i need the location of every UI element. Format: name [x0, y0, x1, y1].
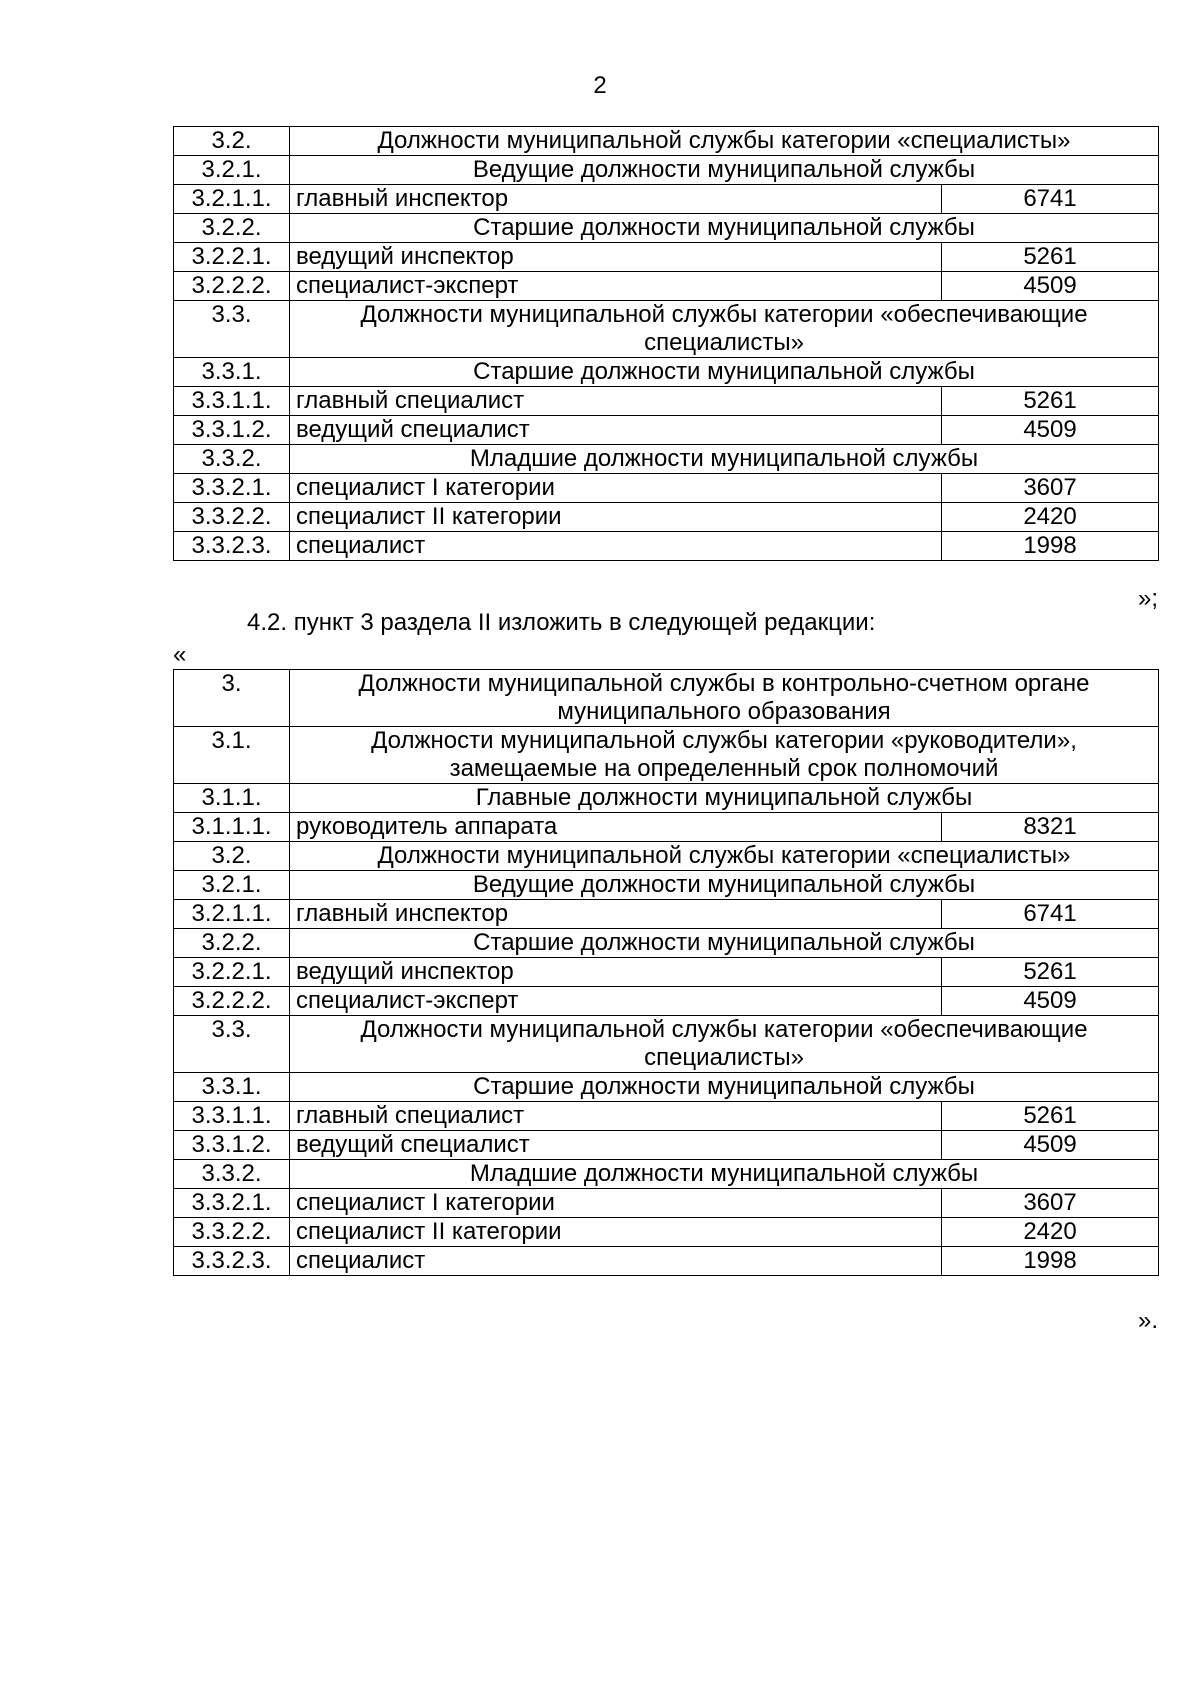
position-name: специалист-эксперт	[290, 987, 942, 1016]
row-number: 3.2.2.	[174, 929, 290, 958]
category-row	[174, 929, 1159, 958]
position-row	[174, 900, 1159, 929]
row-number: 3.2.1.1.	[174, 185, 290, 214]
category-row	[174, 871, 1159, 900]
row-number: 3.2.	[174, 842, 290, 871]
category-title: Старшие должности муниципальной службы	[290, 214, 1159, 243]
category-row	[174, 670, 1159, 727]
category-row	[174, 727, 1159, 784]
salary-value: 5261	[942, 243, 1159, 272]
position-name: ведущий специалист	[290, 416, 942, 445]
row-number: 3.2.2.2.	[174, 272, 290, 301]
category-title: Старшие должности муниципальной службы	[290, 1073, 1159, 1102]
salary-value: 4509	[942, 416, 1159, 445]
category-row	[174, 358, 1159, 387]
category-title: Должности муниципальной службы категории «руководители», замещаемые на определенный срок полномочий	[290, 727, 1159, 784]
position-row	[174, 813, 1159, 842]
row-number: 3.3.2.2.	[174, 503, 290, 532]
row-number: 3.3.2.3.	[174, 532, 290, 561]
position-row	[174, 1189, 1159, 1218]
category-row	[174, 214, 1159, 243]
category-title: Старшие должности муниципальной службы	[290, 929, 1159, 958]
position-row	[174, 987, 1159, 1016]
category-row	[174, 127, 1159, 156]
salary-value: 8321	[942, 813, 1159, 842]
row-number: 3.2.2.1.	[174, 243, 290, 272]
salary-value: 4509	[942, 1131, 1159, 1160]
category-title: Ведущие должности муниципальной службы	[290, 156, 1159, 185]
position-row	[174, 1218, 1159, 1247]
position-name: специалист II категории	[290, 1218, 942, 1247]
position-row	[174, 416, 1159, 445]
row-number: 3.3.1.1.	[174, 387, 290, 416]
category-title: Должности муниципальной службы категории «специалисты»	[290, 842, 1159, 871]
salary-value: 3607	[942, 474, 1159, 503]
row-number: 3.3.2.	[174, 445, 290, 474]
row-number: 3.3.1.	[174, 358, 290, 387]
position-name: главный специалист	[290, 387, 942, 416]
position-row	[174, 1131, 1159, 1160]
row-number: 3.3.2.1.	[174, 1189, 290, 1218]
row-number: 3.3.	[174, 301, 290, 358]
page-number: 2	[593, 72, 607, 99]
position-name: специалист	[290, 532, 942, 561]
position-row	[174, 387, 1159, 416]
salary-value: 2420	[942, 1218, 1159, 1247]
category-row	[174, 1073, 1159, 1102]
category-row	[174, 1016, 1159, 1073]
position-row	[174, 532, 1159, 561]
category-title: Главные должности муниципальной службы	[290, 784, 1159, 813]
position-name: специалист I категории	[290, 1189, 942, 1218]
row-number: 3.3.1.2.	[174, 1131, 290, 1160]
positions-table-new	[173, 669, 1159, 1276]
position-row	[174, 474, 1159, 503]
row-number: 3.3.2.2.	[174, 1218, 290, 1247]
salary-value: 5261	[942, 958, 1159, 987]
position-name: ведущий инспектор	[290, 243, 942, 272]
position-name: специалист-эксперт	[290, 272, 942, 301]
category-title: Должности муниципальной службы категории «обеспечивающие специалисты»	[290, 1016, 1159, 1073]
position-name: главный специалист	[290, 1102, 942, 1131]
position-name: руководитель аппарата	[290, 813, 942, 842]
position-row	[174, 958, 1159, 987]
salary-value: 1998	[942, 1247, 1159, 1276]
position-row	[174, 1247, 1159, 1276]
category-row	[174, 445, 1159, 474]
category-title: Младшие должности муниципальной службы	[290, 445, 1159, 474]
position-row	[174, 185, 1159, 214]
position-name: главный инспектор	[290, 185, 942, 214]
position-name: специалист	[290, 1247, 942, 1276]
category-title: Старшие должности муниципальной службы	[290, 358, 1159, 387]
position-row	[174, 1102, 1159, 1131]
row-number: 3.2.2.1.	[174, 958, 290, 987]
row-number: 3.2.1.	[174, 156, 290, 185]
amendment-instruction: 4.2. пункт 3 раздела II изложить в следующей редакции:	[247, 609, 876, 636]
row-number: 3.	[174, 670, 290, 727]
category-title: Ведущие должности муниципальной службы	[290, 871, 1159, 900]
category-row	[174, 301, 1159, 358]
salary-value: 2420	[942, 503, 1159, 532]
position-name: ведущий инспектор	[290, 958, 942, 987]
row-number: 3.2.	[174, 127, 290, 156]
position-row	[174, 243, 1159, 272]
category-title: Должности муниципальной службы в контрольно-счетном органе муниципального образования	[290, 670, 1159, 727]
salary-value: 4509	[942, 272, 1159, 301]
category-title: Младшие должности муниципальной службы	[290, 1160, 1159, 1189]
salary-value: 6741	[942, 900, 1159, 929]
row-number: 3.2.1.1.	[174, 900, 290, 929]
position-name: специалист I категории	[290, 474, 942, 503]
category-row	[174, 156, 1159, 185]
row-number: 3.2.2.2.	[174, 987, 290, 1016]
row-number: 3.3.1.1.	[174, 1102, 290, 1131]
row-number: 3.2.1.	[174, 871, 290, 900]
row-number: 3.2.2.	[174, 214, 290, 243]
position-name: специалист II категории	[290, 503, 942, 532]
category-row	[174, 784, 1159, 813]
position-name: главный инспектор	[290, 900, 942, 929]
closing-quote-mark: »;	[1137, 585, 1158, 612]
salary-value: 4509	[942, 987, 1159, 1016]
category-title: Должности муниципальной службы категории «специалисты»	[290, 127, 1159, 156]
row-number: 3.3.2.	[174, 1160, 290, 1189]
row-number: 3.3.	[174, 1016, 290, 1073]
row-number: 3.1.1.1.	[174, 813, 290, 842]
closing-quote-mark-final: ».	[1137, 1307, 1158, 1334]
row-number: 3.3.1.2.	[174, 416, 290, 445]
category-title: Должности муниципальной службы категории «обеспечивающие специалисты»	[290, 301, 1159, 358]
position-row	[174, 503, 1159, 532]
opening-quote-mark: «	[173, 641, 187, 668]
position-row	[174, 272, 1159, 301]
position-name: ведущий специалист	[290, 1131, 942, 1160]
salary-value: 3607	[942, 1189, 1159, 1218]
row-number: 3.3.2.3.	[174, 1247, 290, 1276]
salary-value: 5261	[942, 1102, 1159, 1131]
salary-value: 5261	[942, 387, 1159, 416]
category-row	[174, 1160, 1159, 1189]
row-number: 3.3.2.1.	[174, 474, 290, 503]
salary-value: 6741	[942, 185, 1159, 214]
row-number: 3.1.	[174, 727, 290, 784]
category-row	[174, 842, 1159, 871]
row-number: 3.3.1.	[174, 1073, 290, 1102]
row-number: 3.1.1.	[174, 784, 290, 813]
positions-table-current	[173, 126, 1159, 561]
salary-value: 1998	[942, 532, 1159, 561]
